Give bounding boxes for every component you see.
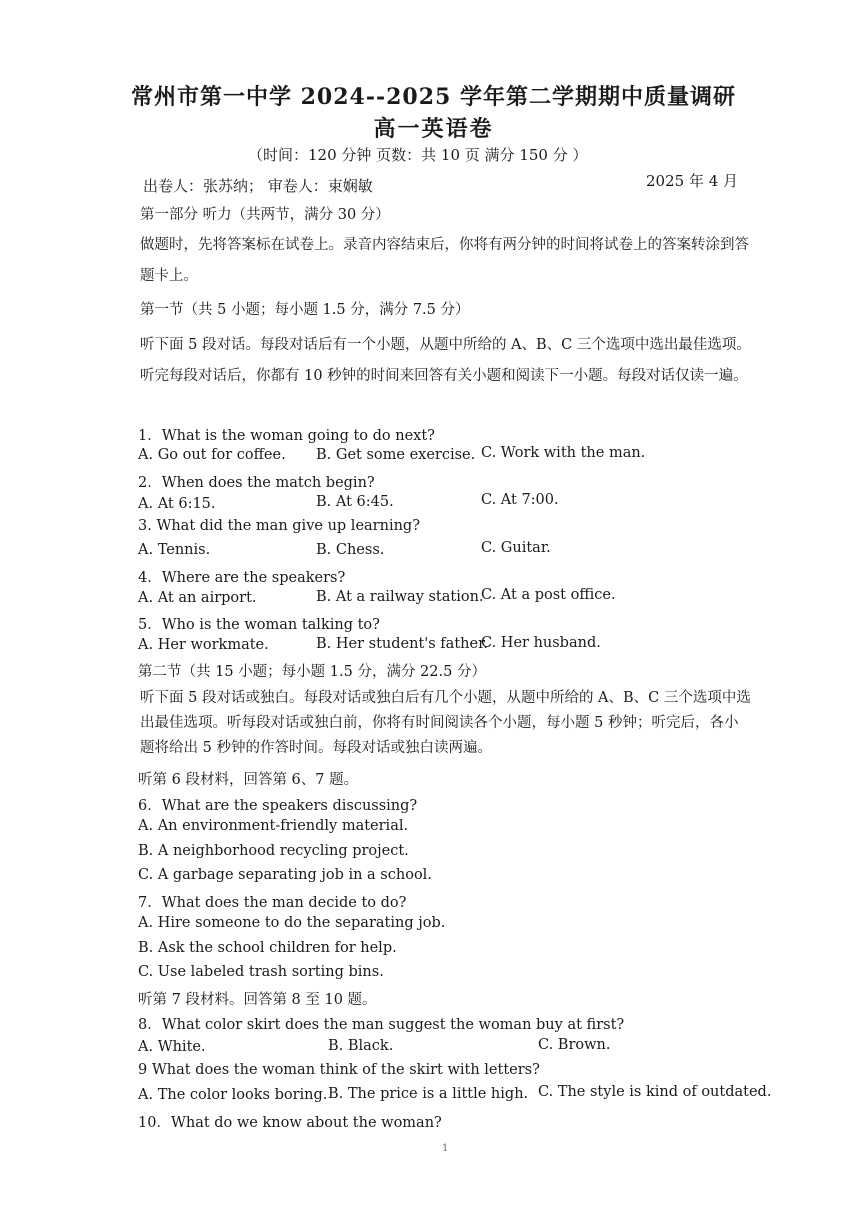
exam-subtitle: 高一英语卷	[373, 116, 494, 142]
exam-date: 2025 年 4 月	[646, 172, 739, 190]
question-10: 10．What do we know about the woman?	[138, 1115, 442, 1131]
page-number: 1	[442, 1143, 449, 1154]
q3-option-b: B. Chess.	[316, 542, 385, 558]
q9-option-c: C. The style is kind of outdated.	[538, 1084, 772, 1100]
q8-option-a: A. White.	[138, 1039, 206, 1055]
q9-option-a: A. The color looks boring.	[138, 1087, 328, 1103]
q7-option-a: A. Hire someone to do the separating job.	[138, 915, 446, 931]
question-1: 1．What is the woman going to do next?	[138, 428, 435, 444]
q8-option-b: B. Black.	[328, 1038, 394, 1054]
section1-instructions: 听下面 5 段对话。每段对话后有一个小题，从题中所给的 A、B、C 三个选项中选出最佳选项。听完每段对话后，你都有 10 秒钟的时间来回答有关小题和阅读下一小题。每段对话仅读一遍。	[140, 337, 751, 384]
material-6-label: 听第 6 段材料，回答第 6、7 题。	[138, 772, 359, 788]
q6-option-b: B. A neighborhood recycling project.	[138, 843, 409, 859]
q8-option-c: C. Brown.	[538, 1037, 611, 1053]
q1-option-c: C. Work with the man.	[481, 445, 646, 461]
material-7-label: 听第 7 段材料。回答第 8 至 10 题。	[138, 992, 377, 1008]
question-2: 2．When does the match begin?	[138, 475, 375, 491]
part1-title: 第一部分 听力（共两节，满分 30 分）	[140, 207, 390, 223]
q2-option-c: C. At 7:00.	[481, 492, 559, 508]
q6-option-a: A. An environment-friendly material.	[138, 818, 409, 834]
exam-title: 常州市第一中学 2024--2025 学年第二学期期中质量调研	[130, 84, 737, 110]
q4-option-a: A. At an airport.	[138, 590, 257, 606]
question-3: 3. What did the man give up learning?	[138, 518, 420, 534]
q6-option-c: C. A garbage separating job in a school.	[138, 867, 432, 883]
q9-option-b: B. The price is a little high.	[328, 1086, 529, 1102]
q7-option-c: C. Use labeled trash sorting bins.	[138, 964, 384, 980]
question-9: 9 What does the woman think of the skirt with letters?	[138, 1062, 540, 1078]
q7-option-b: B. Ask the school children for help.	[138, 940, 397, 956]
section1-title: 第一节（共 5 小题；每小题 1.5 分，满分 7.5 分）	[140, 302, 470, 318]
question-7: 7．What does the man decide to do?	[138, 895, 407, 911]
part1-instructions: 做题时，先将答案标在试卷上。录音内容结束后，你将有两分钟的时间将试卷上的答案转涂到答题卡上。	[140, 237, 749, 284]
question-5: 5．Who is the woman talking to?	[138, 617, 380, 633]
q3-option-a: A. Tennis.	[138, 542, 211, 558]
q2-option-b: B. At 6:45.	[316, 494, 394, 510]
question-8: 8．What color skirt does the man suggest the woman buy at first?	[138, 1017, 625, 1033]
question-4: 4．Where are the speakers?	[138, 570, 346, 586]
exam-meta: （时间：120 分钟 页数：共 10 页 满分 150 分 ）	[248, 146, 588, 164]
q2-option-a: A. At 6:15.	[138, 496, 216, 512]
q4-option-b: B. At a railway station.	[316, 589, 484, 605]
q5-option-b: B. Her student's father.	[316, 636, 489, 652]
q3-option-c: C. Guitar.	[481, 540, 551, 556]
exam-authors: 出卷人：张苏纳； 审卷人：束娴敏	[143, 177, 373, 195]
q5-option-c: C. Her husband.	[481, 635, 601, 651]
q5-option-a: A. Her workmate.	[138, 637, 269, 653]
q4-option-c: C. At a post office.	[481, 587, 616, 603]
q1-option-b: B. Get some exercise.	[316, 447, 476, 463]
q1-option-a: A. Go out for coffee.	[138, 447, 286, 463]
question-6: 6．What are the speakers discussing?	[138, 798, 418, 814]
section2-title: 第二节（共 15 小题；每小题 1.5 分，满分 22.5 分）	[138, 664, 486, 680]
section2-instructions: 听下面 5 段对话或独白。每段对话或独白后有几个小题，从题中所给的 A、B、C 三个选项中选出最佳选项。听每段对话或独白前，你将有时间阅读各个小题，每小题 5 秒钟；听完后，各小题将给出 5 秒钟的作答时间。每段对话或独白读两遍。	[140, 690, 751, 756]
